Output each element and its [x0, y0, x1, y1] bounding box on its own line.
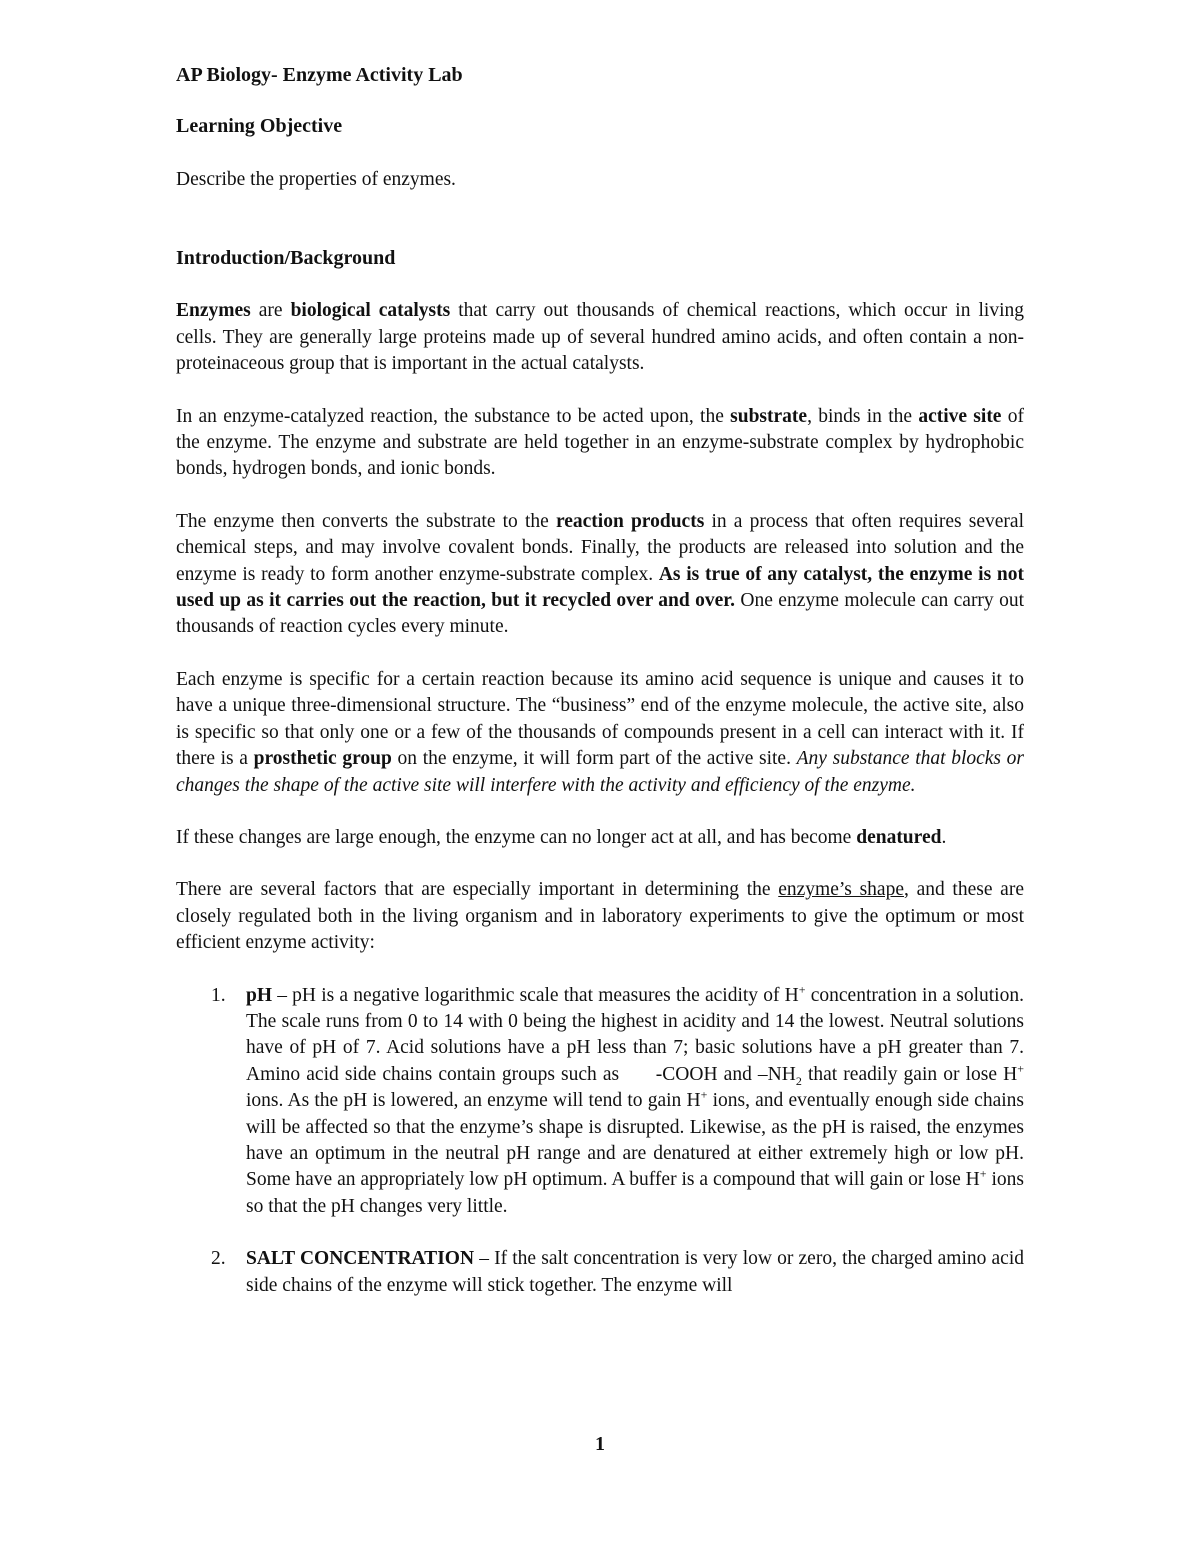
list-item-label: pH: [246, 984, 273, 1006]
document-page: [176, 62, 1024, 1299]
intro-paragraph-6: There are several factors that are especially important in determining the enzyme’s shape, and these are closely regulated both in the living organism and in laboratory experiments to give the optimum or most efficient enzyme activity:: [176, 879, 1024, 954]
term-active-site: active site: [918, 405, 1002, 427]
catalyst-statement: As is true of any catalyst, the enzyme is not used up as it carries out the reaction, but it recycled over and over.: [176, 563, 1024, 612]
term-biological-catalysts: biological catalysts: [290, 300, 451, 322]
term-reaction-products: reaction products: [555, 510, 705, 532]
intro-paragraph-4: Each enzyme is specific for a certain reaction because its amino acid sequence is unique and causes it to have a unique three-dimensional structure. The “business” end of the enzyme molecule, the active site, also is specific so that only one or a few of the thousands of compounds present in a cell can interact with it. If there is a prosthetic group on the enzyme, it will form part of the active site. Any substance that blocks or changes the shape of the active site will interfere with the activity and efficiency of the enzyme.: [176, 668, 1025, 796]
term-substrate: substrate: [730, 405, 808, 427]
page-number: 1: [595, 1433, 605, 1455]
term-prosthetic-group: prosthetic group: [253, 748, 392, 770]
list-item-number: 1.: [211, 984, 226, 1006]
list-item-label: SALT CONCENTRATION: [246, 1248, 475, 1270]
term-enzymes: Enzymes: [176, 300, 251, 322]
term-denatured: denatured: [856, 826, 942, 848]
intro-paragraph-2: In an enzyme-catalyzed reaction, the substance to be acted upon, the substrate, binds in the active site of the enzyme. The enzyme and substrate are held together in an enzyme-substrate complex by hydrophobic bonds, hydrogen bonds, and ionic bonds.: [176, 405, 1024, 480]
list-item-number: 2.: [211, 1248, 226, 1270]
learning-objective-heading: Learning Objective: [176, 115, 343, 137]
factors-list: [176, 983, 1024, 1299]
intro-paragraph-5: If these changes are large enough, the enzyme can no longer act at all, and has become denatured.: [176, 826, 947, 848]
intro-paragraph-3: The enzyme then converts the substrate to the reaction products in a process that often requires several chemical steps, and may involve covalent bonds. Finally, the products are released into solution and the enzyme is ready to form another enzyme-substrate complex. As is true of any catalyst, the enzyme is not used up as it carries out the reaction, but it recycled over and over. One enzyme molecule can carry out thousands of reaction cycles every minute.: [176, 510, 1024, 638]
list-item: 1. pH – pH is a negative logarithmic scale that measures the acidity of H+ concentration in a solution. The scale runs from 0 to 14 with 0 being the highest in acidity and 14 the lowest. Neutral solutions have of pH of 7. Acid solutions have a pH less than 7; basic solutions have a pH greater than 7. Amino acid side chains contain groups such as -COOH and $-NH_2$ that readily gain or lose H+ ions. As the pH is lowered, an enzyme will tend to gain H+ ions, and eventually enough side chains will be affected so that the enzyme’s shape is disrupted. Likewise, as the pH is raised, the enzymes have an optimum in the neutral pH range and are denatured at either extremely high or low pH. Some have an appropriately low pH optimum. A buffer is a compound that will gain or lose H+ ions so that the pH changes very little.: [211, 982, 1024, 1217]
intro-paragraph-1: Enzymes are biological catalysts that carry out thousands of chemical reactions, which occur in living cells. They are generally large proteins made up of several hundred amino acids, and often contain a non-proteinaceous group that is important in the actual catalysts.: [176, 300, 1024, 375]
learning-objective-text: Describe the properties of enzymes.: [176, 169, 456, 190]
active-site-warning: Any substance that blocks or changes the shape of the active site will interfere with the activity and efficiency of the enzyme.: [176, 748, 1025, 796]
introduction-heading: Introduction/Background: [176, 247, 396, 270]
term-enzymes-shape: enzyme’s shape: [778, 879, 904, 901]
document-title: AP Biology- Enzyme Activity Lab: [176, 64, 463, 86]
list-item: 2. SALT CONCENTRATION – If the salt concentration is very low or zero, the charged amino acid side chains of the enzyme will stick together. The enzyme will: [211, 1248, 1024, 1296]
